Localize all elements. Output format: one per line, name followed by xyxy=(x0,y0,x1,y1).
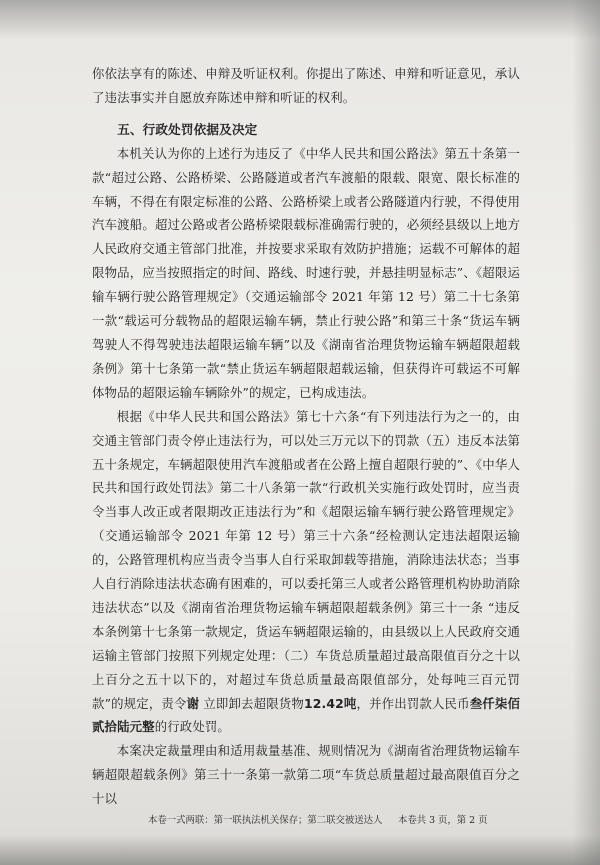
paragraph-rights: 你依法享有的陈述、申辩及听证权利。你提出了陈述、申辩和听证意见，承认了违法事实并自愿放弃陈述申辩和听证的权利。 xyxy=(92,66,520,105)
fine-amount: 叁仟柒佰贰拾陆元整 xyxy=(92,695,520,735)
penalty-text-mid2: ，并作出罚款人民币 xyxy=(356,695,470,711)
section-heading: 五、行政处罚依据及决定 xyxy=(117,121,258,137)
page-shadow-top xyxy=(0,0,600,40)
overload-weight: 12.42吨 xyxy=(303,695,357,711)
penalty-text-mid: 立即卸去超限货物 xyxy=(199,695,304,711)
paragraph-discretion: 本案决定裁量理由和适用裁量基准、规则情况为《湖南省治理货物运输车辆超限超载条例》第三十一条第一款第二项“车货总质量超过最高限值百分之十以 xyxy=(92,743,520,807)
paragraph-penalty-basis xyxy=(92,405,520,740)
page-shadow-right xyxy=(572,0,600,865)
penalty-text-end: 的行政处罚。 xyxy=(154,719,230,735)
party-name: 谢 xyxy=(186,695,200,711)
paragraph-violation: 本机关认为你的上述行为违反了《中华人民共和国公路法》第五十条第一款“超过公路、公路桥梁、公路隧道或者汽车渡船的限载、限宽、限长标准的车辆，不得在有限定标准的公路、公路桥梁上或者公路隧道内行驶，不得使用汽车渡船。超过公路或者公路桥梁限载标准确需行驶的，必须经县级以上地方人民政府交通主管部门批准，并按要求采取有效防护措施；运载不可解体的超限物品，应当按照指定的时间、路线、时速行驶，并悬挂明显标志”、《超限运输车辆行驶公路管理规定》（交通运输部令 2021 年第 12 号）第二十七条第一款“载运可分载物品的超限运输车辆，禁止行驶公路”和第三十条“货运车辆驾驶人不得驾驶违法超限运输车辆”以及《湖南省治理货物运输车辆超限超载条例》第十七条第一款“禁止货运车辆超限超载运输，但获得许可载运不可解体物品的超限运输车辆除外”的规定，已构成违法。 xyxy=(92,145,520,400)
footer-page-number: 本卷共 3 页，第 2 页 xyxy=(398,815,488,826)
footer-copies-note: 本卷一式两联：第一联执法机关保存；第二联交被送达人 xyxy=(148,815,383,826)
page-shadow-bottom xyxy=(0,835,600,865)
document-body xyxy=(92,62,520,811)
penalty-basis-text: 根据《中华人民共和国公路法》第七十六条“有下列违法行为之一的，由交通主管部门责令停止违法行为，可以处三万元以下的罚款（五）违反本法第五十条规定，车辆超限使用汽车渡船或者在公路上擅自超限行驶的”、《中华人民共和国行政处罚法》第二十八条第一款“行政机关实施行政处罚时，应当责令当事人改正或者限期改正违法行为”和《超限运输车辆行驶公路管理规定》（交通运输部令 2021 年第 12 号）第三十六条“经检测认定违法超限运输的，公路管理机构应当责令当事人自行采取卸载等措施，消除违法状态；当事人自行消除违法状态确有困难的，可以委托第三人或者公路管理机构协助消除违法状态”以及《湖南省治理货物运输车辆超限超载条例》第三十一条 “违反本条例第十七条第一款规定，货运车辆超限运输的，由县级以上人民政府交通运输主管部门按照下列规定处理：（二）车货总质量超过最高限值百分之十以上百分之五十以下的，对超过车货总质量最高限值部分，处每吨三百元罚款”的规定，责令 xyxy=(92,408,520,711)
